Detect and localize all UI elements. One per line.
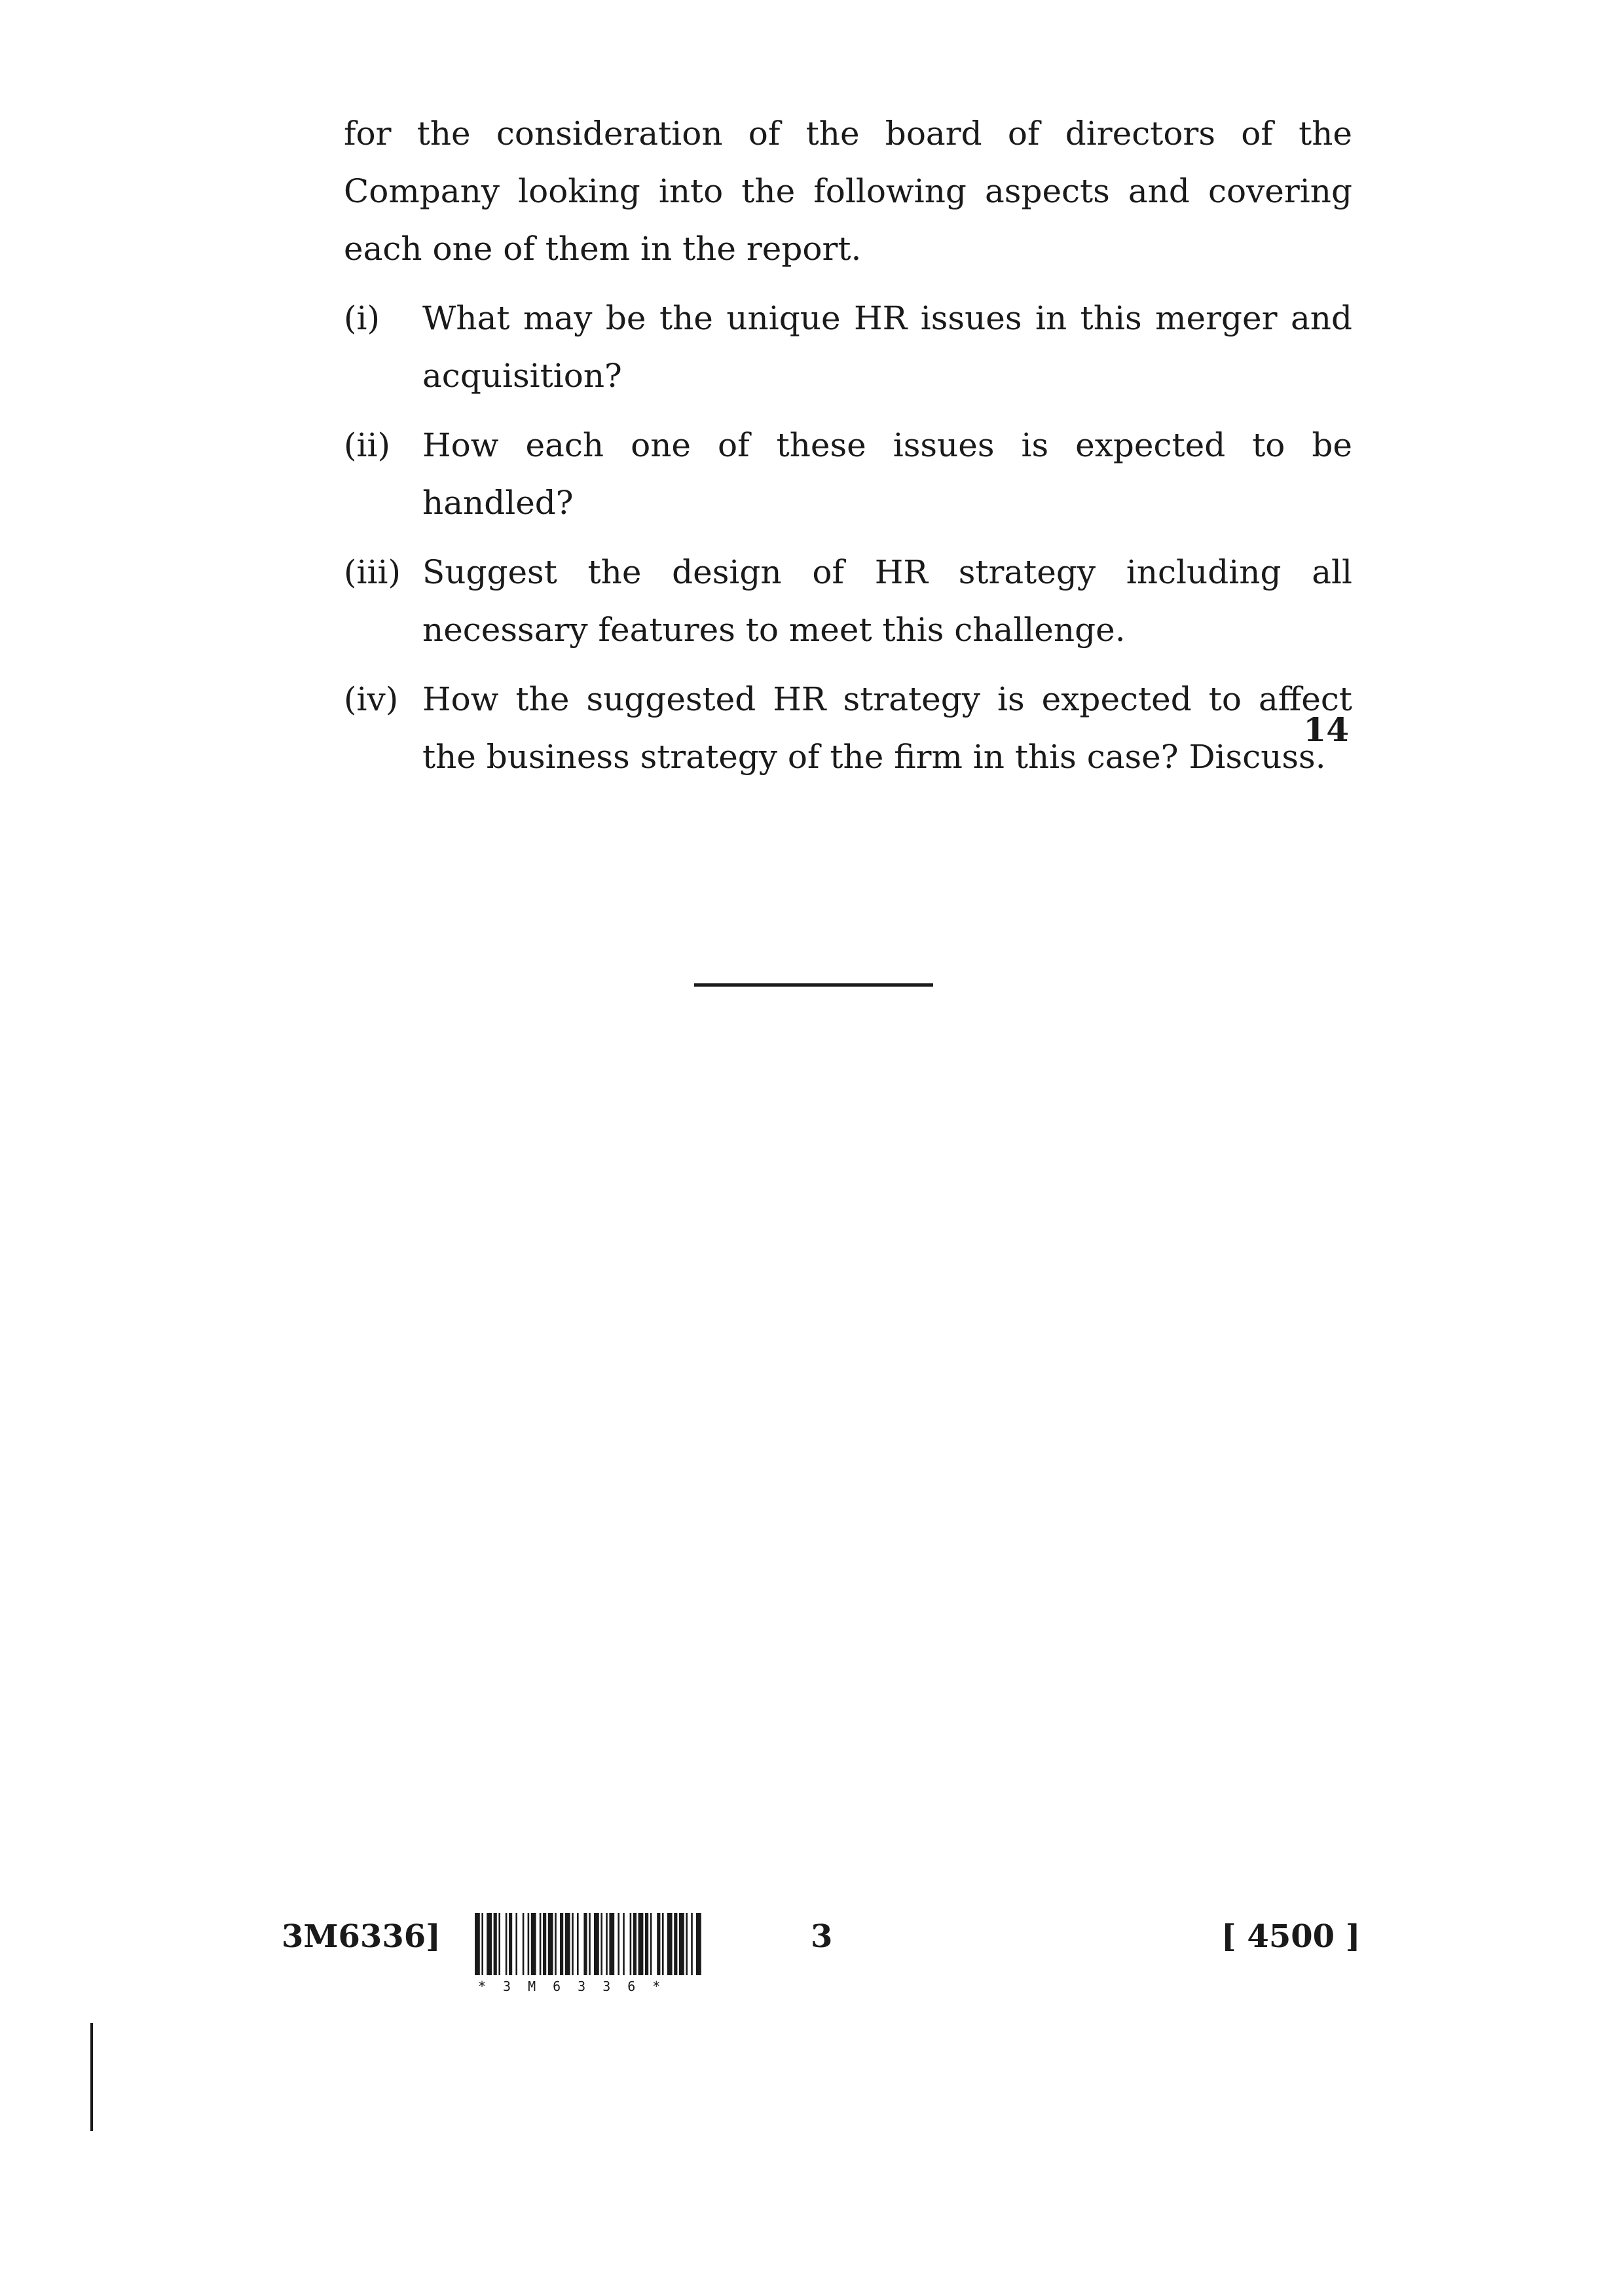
- margin-line: [90, 2023, 93, 2131]
- barcode-bar: [528, 1913, 530, 1975]
- sub-question-4: [344, 670, 1352, 786]
- barcode-bar: [662, 1913, 664, 1975]
- barcode-bar: [523, 1913, 525, 1975]
- end-of-paper-rule: [694, 983, 933, 987]
- barcode-bar: [618, 1913, 619, 1975]
- barcode-bar: [515, 1913, 517, 1975]
- sub-question-3: [344, 543, 1352, 659]
- barcode-bar: [583, 1913, 587, 1975]
- barcode-bar: [674, 1913, 677, 1975]
- barcode-bar: [487, 1913, 492, 1975]
- barcode-bar: [560, 1913, 563, 1975]
- sub-question-2: [344, 416, 1352, 532]
- barcode-bar: [630, 1913, 632, 1975]
- question-intro: for the consideration of the board of directors of the Company looking into the following aspects and covering each one of them in the report.: [344, 115, 1352, 268]
- sub-question-number: (ii): [344, 426, 390, 464]
- barcode-bar: [481, 1913, 483, 1975]
- barcode-bar: [638, 1913, 644, 1975]
- sub-question-1: [344, 289, 1352, 405]
- barcode-bar: [594, 1913, 599, 1975]
- copies-count: [ 4500 ]: [1221, 1918, 1361, 1955]
- barcode-bar: [657, 1913, 660, 1975]
- barcode-bar: [475, 1913, 480, 1975]
- barcode-bar: [691, 1913, 693, 1975]
- barcode-bar: [506, 1913, 507, 1975]
- barcode-bar: [633, 1913, 637, 1975]
- barcode-bar: [548, 1913, 553, 1975]
- sub-question-number: (iv): [344, 680, 399, 718]
- barcode-bar: [509, 1913, 512, 1975]
- barcode-bar: [572, 1913, 574, 1975]
- barcode-bar: [679, 1913, 684, 1975]
- barcode-bar: [540, 1913, 542, 1975]
- barcode-bar: [531, 1913, 536, 1975]
- sub-question-text: What may be the unique HR issues in this merger and acquisition?: [422, 299, 1352, 395]
- sub-question-text: How each one of these issues is expected to be handled?: [422, 426, 1352, 522]
- barcode-bar: [498, 1913, 500, 1975]
- barcode-caption: *3M6336*: [478, 1978, 678, 1994]
- page-number: 3: [811, 1918, 833, 1955]
- barcode-bar: [609, 1913, 614, 1975]
- sub-question-number: (i): [344, 299, 380, 337]
- barcode-bar: [667, 1913, 673, 1975]
- paper-code: 3M6336]: [282, 1918, 441, 1955]
- barcode-bar: [696, 1913, 701, 1975]
- barcode-bars: [475, 1913, 756, 1975]
- barcode-bar: [623, 1913, 625, 1975]
- question-text-block: [344, 105, 1352, 786]
- question-marks: 14: [1303, 710, 1349, 749]
- sub-question-text: How the suggested HR strategy is expected to affect the business strategy of the firm in this case? Discuss.: [422, 680, 1352, 776]
- barcode-bar: [494, 1913, 497, 1975]
- barcode-image: [475, 1913, 756, 1975]
- barcode-bar: [686, 1913, 688, 1975]
- sub-question-number: (iii): [344, 553, 401, 591]
- barcode-bar: [543, 1913, 546, 1975]
- barcode-bar: [577, 1913, 579, 1975]
- barcode-bar: [606, 1913, 608, 1975]
- barcode-bar: [565, 1913, 570, 1975]
- barcode-bar: [650, 1913, 652, 1975]
- barcode-bar: [555, 1913, 557, 1975]
- barcode-bar: [600, 1913, 602, 1975]
- barcode-bar: [589, 1913, 591, 1975]
- barcode-bar: [645, 1913, 648, 1975]
- sub-question-text: Suggest the design of HR strategy including all necessary features to meet this challenge.: [422, 553, 1352, 649]
